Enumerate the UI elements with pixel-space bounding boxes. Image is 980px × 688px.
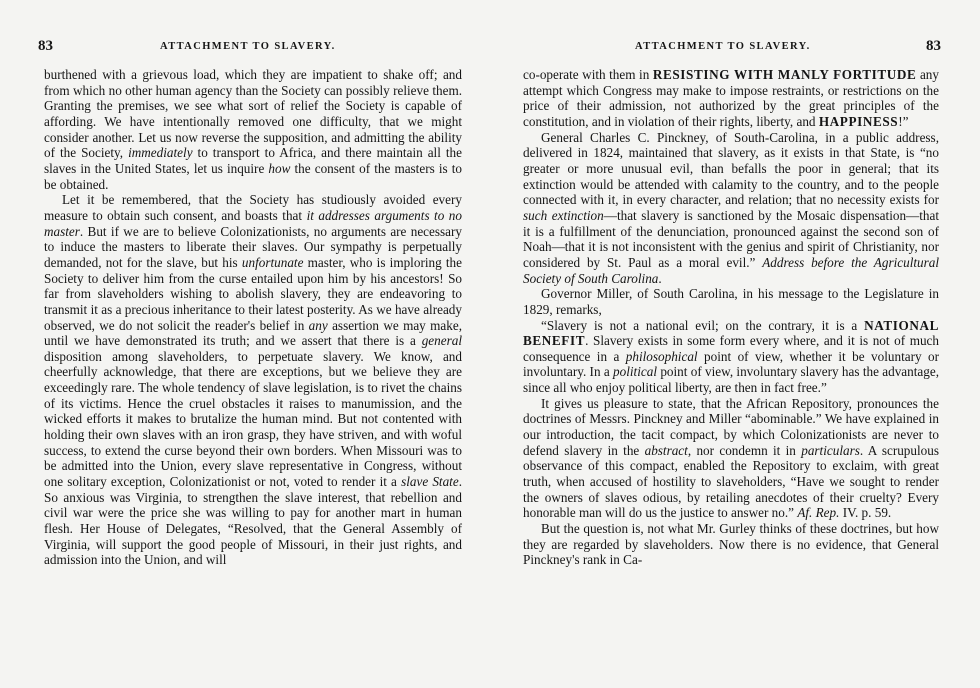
right-page-number: 83 bbox=[926, 38, 941, 54]
paragraph bbox=[523, 521, 939, 568]
text-run: !” bbox=[898, 113, 909, 129]
right-page-header bbox=[523, 38, 941, 61]
left-page bbox=[38, 0, 463, 688]
paragraph bbox=[523, 67, 939, 130]
text-run: But the question is, not what Mr. Gurley thinks of these doctrines, but how they are regarded by slaveholders. Now there is no evidence, that General Pinckney's rank in Ca- bbox=[523, 521, 939, 568]
text-run: “Slavery is not a national evil; on the contrary, it is a bbox=[541, 317, 865, 333]
italic-text: any bbox=[308, 317, 328, 333]
italic-text: immediately bbox=[128, 145, 193, 161]
text-run: point of view, involuntary slavery has the advantage, since all who enjoy political liberty, are then in fact free.” bbox=[523, 364, 939, 396]
text-run: Let it be remembered, that the Society has studiously avoided every measure to obtain such consent, and boasts that bbox=[44, 192, 462, 223]
text-run: . bbox=[658, 270, 662, 286]
text-run: any attempt which Congress may make to impose restraints, or restrictions on the price of their admission, not authorized by the great principles of the constitution, and in violation of their rights, liberty, and bbox=[523, 67, 939, 129]
left-page-text bbox=[44, 67, 462, 568]
right-running-head: ATTACHMENT TO SLAVERY. bbox=[635, 41, 811, 52]
text-run: co-operate with them in bbox=[523, 67, 653, 82]
text-run: . A scrupulous observance of this compact, enabled the Repository to exclaim, with great truth, when accused of hostility to slaveholders, “Have we sought to render the owners of slaves odious, by retailing anecdotes of their cruelty? Every honorable man will do us the justice to answer no.” bbox=[523, 442, 939, 521]
italic-text: it addresses arguments to no master bbox=[44, 207, 462, 239]
text-run: . So anxious was Virginia, to strengthen the slave interest, that rebellion and civil war were the price she was willing to pay for another mart in human flesh. Her House of Delegates, “Resolved, that the General Assembly of Virginia, will support the good people of Missouri, in their just rights, and admission into the Union, and will bbox=[44, 474, 463, 568]
paragraph bbox=[44, 67, 462, 192]
right-page bbox=[523, 0, 939, 688]
text-run: IV. p. 59. bbox=[839, 505, 892, 521]
italic-text: how bbox=[268, 160, 291, 176]
left-page-header bbox=[38, 38, 462, 61]
text-run: to transport to Africa, and there maintain all the slaves in the United States, let us inquire bbox=[44, 145, 462, 176]
italic-text: philosophical bbox=[625, 348, 698, 364]
italic-text: abstract bbox=[644, 442, 688, 458]
text-run: assertion we may make, until we have demonstrated its truth; and we assert that there is a bbox=[44, 317, 462, 349]
italic-text: slave State bbox=[401, 474, 459, 490]
paragraph bbox=[44, 192, 462, 568]
italic-text: Af. Rep. bbox=[797, 505, 840, 521]
text-run: the consent of the masters is to be obtained. bbox=[44, 160, 462, 192]
text-run: . Slavery exists in some form every where, and it is not of much consequence in a bbox=[523, 333, 939, 364]
text-run: Governor Miller, of South Carolina, in his message to the Legislature in 1829, remarks, bbox=[523, 286, 939, 317]
text-run: It gives us pleasure to state, that the African Repository, pronounces the doctrines of Messrs. Pinckney and Miller “abominable.” We have explained in our introduction, the tacit compact, by which Colonizationists are never to defend slavery in the bbox=[523, 395, 939, 458]
paragraph bbox=[523, 396, 939, 521]
paragraph bbox=[523, 318, 939, 396]
text-run: General Charles C. Pinckney, of South-Carolina, in a public address, delivered in 1824, maintained that slavery, as it exists in that State, is “no greater or more unusual evil, than befalls the poor in general; that its extinction would be attended with calamity to the country, and to the people connected with it, in every character, and relation; that no necessity exists for bbox=[523, 129, 939, 208]
italic-text: general bbox=[421, 333, 462, 349]
text-run: master, who is imploring the Society to deliver him from the curse entailed upon him by his ancestors! So far from slaveholders wishing to abolish slavery, they are endeavoring to transmit it as a precious inheritance to their latest posterity. As we have already observed, we do not solicit the reader's belief in bbox=[44, 254, 463, 333]
small-caps-text: HAPPINESS bbox=[818, 113, 899, 129]
text-run: —that slavery is sanctioned by the Mosaic dispensation—that it is a fulfillment of the denunciation, pronounced against the second son of Noah—that it is not inconsistent with the genius and spirit of Christianity, nor considered by St. Paul as a moral evil.” bbox=[523, 207, 940, 270]
small-caps-text: RESISTING WITH MANLY FORTITUDE bbox=[652, 67, 917, 82]
paragraph bbox=[523, 286, 939, 317]
left-page-number: 83 bbox=[38, 38, 53, 54]
italic-text: such extinction bbox=[523, 207, 604, 223]
text-run: disposition among slaveholders, to perpetuate slavery. We know, and cheerfully acknowledge, that there are exceptions, but we believe they are exceedingly rare. The whole tendency of slave legislation, is to rivet the chains of its victims. Hence the cruel obstacles it raises to manumission, and the wicked efforts it makes to brutalize the human mind. But not contented with holding their own slaves with an iron grasp, they have striven, and with woful success, to extend the curse beyond their own borders. When Missouri was to be admitted into the Union, every slave representative in Congress, without one solitary exception, Colonizationist or not, voted to render it a bbox=[44, 348, 462, 490]
text-run: point of view, whether it be voluntary or involuntary. In a bbox=[523, 348, 939, 380]
italic-text: Address before the Agricultural Society of South Carolina bbox=[523, 254, 940, 286]
text-run: . But if we are to believe Colonizationists, no arguments are necessary to induce the masters to liberate their slaves. Our sympathy is perpetually demanded, not for the slave, but his bbox=[44, 223, 462, 270]
paragraph bbox=[523, 130, 939, 287]
italic-text: particulars bbox=[801, 442, 860, 458]
text-run: , nor condemn it in bbox=[687, 442, 802, 458]
italic-text: unfortunate bbox=[241, 254, 304, 270]
left-running-head: ATTACHMENT TO SLAVERY. bbox=[160, 41, 336, 52]
text-run: burthened with a grievous load, which they are impatient to shake off; and from which no other human agency than the Society can possibly relieve them. Granting the premises, we see what sort of relief the Society is capable of affording. We have intentionally removed one difficulty, that we might consider another. Let us now reverse the supposition, and admitting the ability of the Society, bbox=[44, 67, 462, 161]
right-page-text bbox=[523, 67, 939, 568]
small-caps-text: NATIONAL BENEFIT bbox=[523, 317, 939, 349]
italic-text: political bbox=[613, 364, 657, 380]
